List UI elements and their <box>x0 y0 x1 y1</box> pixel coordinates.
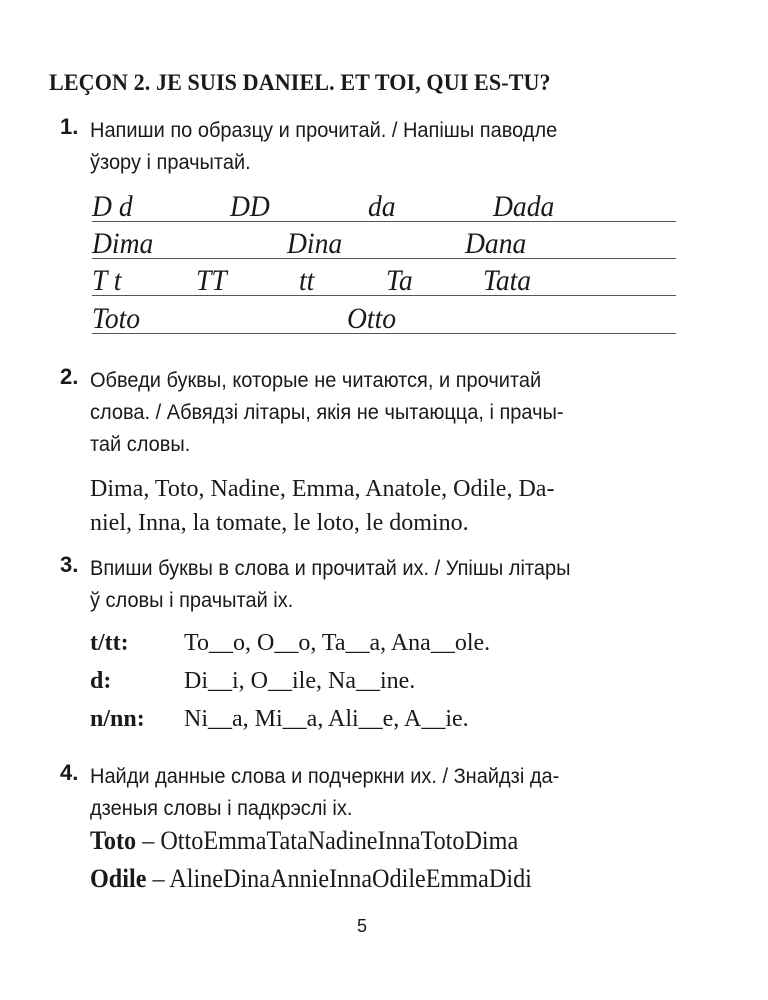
instruction-line: Напиши по образцу и прочитай. / Напішы паводле <box>90 118 558 142</box>
handwriting-sample: TT <box>196 264 227 297</box>
lesson-title: LEÇON 2. JE SUIS DANIEL. ET TOI, QUI ES-TU? <box>49 70 551 95</box>
fill-in-label: t/tt: <box>90 630 129 656</box>
handwriting-sample: DD <box>230 190 270 223</box>
handwriting-line[interactable] <box>92 296 676 334</box>
handwriting-sample: Dana <box>465 227 527 260</box>
fill-in-row[interactable] <box>90 630 490 657</box>
handwriting-sample: Dina <box>287 227 343 260</box>
fill-in-words: Di__i, O__ile, Na__ine. <box>184 668 416 694</box>
word-list-line: niel, Inna, la tomate, le loto, le domino. <box>90 510 469 536</box>
handwriting-sample: T t <box>92 264 122 297</box>
instruction-line: ў словы і прачытай іх. <box>90 588 294 612</box>
handwriting-sample: Toto <box>92 302 141 335</box>
exercise-1 <box>60 114 700 178</box>
exercise-number: 1. <box>60 114 79 139</box>
handwriting-sample: D d <box>92 190 133 223</box>
exercise-instruction <box>90 552 722 616</box>
fill-in-words: To__o, O__o, Ta__a, Ana__ole. <box>184 630 491 656</box>
instruction-line: слова. / Абвядзі літары, якія не чытаюцца, і прачы- <box>90 400 564 424</box>
page-number: 5 <box>357 916 368 936</box>
handwriting-line[interactable] <box>92 258 676 296</box>
handwriting-sample: Dima <box>92 227 154 260</box>
instruction-line: дзеныя словы і падкрэслі іх. <box>90 796 353 820</box>
target-word: Toto <box>90 826 137 855</box>
handwriting-sample: Ta <box>386 264 413 297</box>
dash: – <box>136 826 161 855</box>
instruction-line: Впиши буквы в слова и прочитай их. / Упішы літары <box>90 556 571 580</box>
dash: – <box>146 864 170 893</box>
fill-in-row[interactable] <box>90 668 415 695</box>
fill-in-words: Ni__a, Mi__a, Ali__e, A__ie. <box>184 706 469 732</box>
exercise-instruction <box>90 760 722 824</box>
instruction-line: тай словы. <box>90 432 191 456</box>
instruction-line: Найди данные слова и подчеркни их. / Знайдзі да- <box>90 764 560 788</box>
exercise-number: 2. <box>60 364 79 389</box>
instruction-line: Обведи буквы, которые не читаются, и прочитай <box>90 368 542 392</box>
fill-in-label: d: <box>90 668 112 694</box>
word-search-row[interactable] <box>90 826 518 856</box>
exercise-2 <box>60 364 700 540</box>
target-word: Odile <box>90 864 147 893</box>
handwriting-sample: tt <box>299 264 315 297</box>
exercise-number: 4. <box>60 760 79 785</box>
letter-string[interactable]: OttoEmmaTataNadineInnaTotoDima <box>160 826 519 855</box>
instruction-line: ўзору і прачытай. <box>90 150 251 174</box>
handwriting-sample: Tata <box>483 264 532 297</box>
exercise-3 <box>60 552 700 616</box>
fill-in-row[interactable] <box>90 706 469 733</box>
word-search-row[interactable] <box>90 864 532 894</box>
handwriting-line[interactable] <box>92 184 676 222</box>
word-list <box>90 472 700 540</box>
exercise-instruction <box>90 364 722 460</box>
exercise-number: 3. <box>60 552 79 577</box>
word-list-line: Dima, Toto, Nadine, Emma, Anatole, Odile, Da- <box>90 476 555 502</box>
handwriting-line[interactable] <box>92 221 676 259</box>
letter-string[interactable]: AlineDinaAnnieInnaOdileEmmaDidi <box>169 864 532 893</box>
handwriting-sample: da <box>368 190 396 223</box>
exercise-4 <box>60 760 700 824</box>
handwriting-sample: Otto <box>347 302 397 335</box>
fill-in-label: n/nn: <box>90 706 145 732</box>
handwriting-sample: Dada <box>493 190 555 223</box>
exercise-instruction <box>90 114 722 178</box>
